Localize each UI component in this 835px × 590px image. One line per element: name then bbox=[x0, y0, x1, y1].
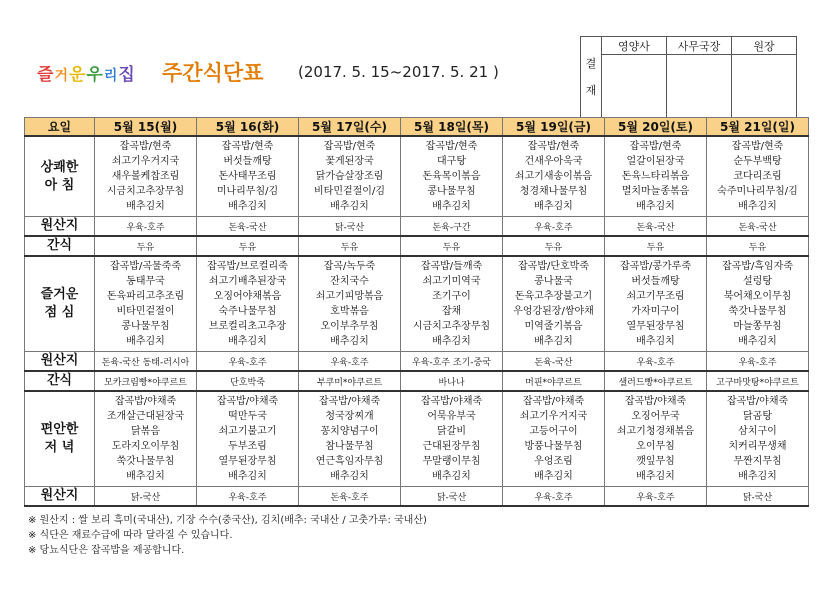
day-header: 5월 21일(일) bbox=[707, 118, 809, 137]
origin-cell: 돈육-국산 동태-러시아 bbox=[95, 352, 197, 372]
menu-item: 쇠고기청경채볶음 bbox=[616, 426, 695, 437]
menu-item: 잡곡밥/현죽 bbox=[323, 141, 376, 152]
menu-item: 열무된장무침 bbox=[218, 456, 277, 467]
menu-item: 배추김치 bbox=[126, 471, 165, 482]
day-header: 5월 15(월) bbox=[95, 118, 197, 137]
footnote: ※ 원산지 : 쌀 보리 흑미(국내산), 기장 수수(중국산), 김치(배추: 국내산 / 고춧가루: 국내산) bbox=[28, 515, 427, 526]
menu-item: 쇠고기배추된장국 bbox=[208, 276, 287, 287]
origin-cell: 돈육-구간 bbox=[401, 217, 503, 237]
menu-item: 우엉강된장/쌈야채 bbox=[513, 306, 594, 317]
day-header: 5월 17일(수) bbox=[299, 118, 401, 137]
origin-cell: 닭-국산 bbox=[95, 487, 197, 507]
menu-item: 콩나물국 bbox=[534, 276, 573, 287]
snack-cell: 두유 bbox=[605, 236, 707, 256]
menu-item: 배추김치 bbox=[738, 201, 777, 212]
menu-item: 배추김치 bbox=[534, 471, 573, 482]
footnote: ※ 식단은 재료수급에 따라 달라질 수 있습니다. bbox=[28, 530, 233, 541]
menu-item: 대구탕 bbox=[437, 156, 466, 167]
menu-item: 열무된장무침 bbox=[626, 321, 685, 332]
snack-cell: 샐러드빵*야쿠르트 bbox=[605, 371, 707, 391]
signature-cell-director bbox=[732, 55, 797, 118]
row-label bbox=[25, 256, 95, 352]
menu-item: 쇠고기새송이볶음 bbox=[514, 171, 593, 182]
menu-item: 배추김치 bbox=[432, 471, 471, 482]
menu-item: 고등어구이 bbox=[529, 426, 578, 437]
menu-item: 잡곡밥/현죽 bbox=[527, 141, 580, 152]
menu-item: 건새우아욱국 bbox=[524, 156, 583, 167]
menu-item: 잡곡밥/야채죽 bbox=[114, 396, 177, 407]
menu-item: 쇠고기피망볶음 bbox=[315, 291, 384, 302]
meal-cell bbox=[605, 136, 707, 217]
menu-item: 순두부백탕 bbox=[733, 156, 782, 167]
day-header: 5월 18일(목) bbox=[401, 118, 503, 137]
origin-cell: 닭-국산 bbox=[299, 217, 401, 237]
menu-item: 오징어무국 bbox=[631, 411, 680, 422]
menu-item: 브로컬리초고추장 bbox=[208, 321, 287, 332]
meal-cell bbox=[197, 256, 299, 352]
meal-cell bbox=[299, 256, 401, 352]
menu-item: 오이부추무침 bbox=[320, 321, 379, 332]
origin-cell: 닭-국산 bbox=[707, 487, 809, 507]
snack-cell: 부쿠미*야쿠르트 bbox=[299, 371, 401, 391]
menu-item: 닭곰탕 bbox=[743, 411, 772, 422]
menu-item: 배추김치 bbox=[330, 201, 369, 212]
meal-cell bbox=[95, 391, 197, 487]
row-label-line: 상쾌한 bbox=[40, 159, 79, 175]
approval-role-director: 원장 bbox=[732, 37, 797, 55]
menu-item: 설렁탕 bbox=[743, 276, 772, 287]
meal-cell bbox=[401, 391, 503, 487]
date-range: (2017. 5. 15~2017. 5. 21 ) bbox=[298, 63, 499, 81]
origin-cell: 우육-호주 bbox=[605, 352, 707, 372]
menu-item: 배추김치 bbox=[126, 201, 165, 212]
menu-item: 호박볶음 bbox=[330, 306, 369, 317]
row-label bbox=[25, 391, 95, 487]
row-label bbox=[25, 136, 95, 217]
approval-box bbox=[580, 36, 797, 118]
menu-item: 잡곡밥/야채죽 bbox=[726, 396, 789, 407]
meal-cell bbox=[503, 136, 605, 217]
meal-cell bbox=[605, 256, 707, 352]
menu-item: 잡곡밥/야채죽 bbox=[624, 396, 687, 407]
menu-item: 떡만두국 bbox=[228, 411, 267, 422]
menu-item: 비타민겉절이/김 bbox=[314, 186, 385, 197]
menu-item: 시금치고추장무침 bbox=[106, 186, 185, 197]
meal-cell bbox=[95, 136, 197, 217]
menu-item: 배추김치 bbox=[126, 336, 165, 347]
menu-item: 쑥갓나물무침 bbox=[728, 306, 787, 317]
logo-char: 즐 bbox=[37, 65, 55, 85]
menu-item: 미역줄기볶음 bbox=[524, 321, 583, 332]
snack-cell: 바나나 bbox=[401, 371, 503, 391]
origin-cell: 돈육-국산 bbox=[503, 352, 605, 372]
row-label: 원산지 bbox=[25, 487, 95, 507]
menu-item: 배추김치 bbox=[534, 201, 573, 212]
day-header: 5월 19일(금) bbox=[503, 118, 605, 137]
menu-item: 무짠지무침 bbox=[733, 456, 782, 467]
menu-item: 마늘쫑무침 bbox=[733, 321, 782, 332]
row-label-line: 아 침 bbox=[44, 177, 75, 193]
menu-item: 참나물무침 bbox=[325, 441, 374, 452]
menu-item: 배추김치 bbox=[432, 336, 471, 347]
snack-cell: 두유 bbox=[299, 236, 401, 256]
approval-label: 결 재 bbox=[581, 37, 602, 118]
menu-item: 배추김치 bbox=[636, 336, 675, 347]
menu-item: 잡곡밥/현죽 bbox=[731, 141, 784, 152]
menu-item: 치커리무생채 bbox=[728, 441, 787, 452]
menu-item: 잡곡밥/단호박죽 bbox=[518, 261, 589, 272]
snack-cell: 두유 bbox=[503, 236, 605, 256]
row-label-line: 점 심 bbox=[44, 305, 75, 320]
menu-item: 배추김치 bbox=[228, 336, 267, 347]
row-label: 간식 bbox=[25, 236, 95, 256]
menu-item: 쇠고기우거지국 bbox=[519, 411, 588, 422]
meal-cell bbox=[299, 136, 401, 217]
snack-cell: 두유 bbox=[197, 236, 299, 256]
menu-item: 배추김치 bbox=[636, 201, 675, 212]
meal-row bbox=[25, 391, 809, 487]
menu-item: 방풍나물무침 bbox=[524, 441, 583, 452]
meal-cell bbox=[503, 391, 605, 487]
menu-item: 배추김치 bbox=[534, 336, 573, 347]
menu-item: 잡채 bbox=[441, 306, 462, 317]
logo-char: 집 bbox=[118, 65, 136, 85]
weekly-menu-table bbox=[24, 117, 809, 507]
menu-item: 잡곡밥/현죽 bbox=[221, 141, 274, 152]
origin-row bbox=[25, 217, 809, 237]
menu-item: 배추김치 bbox=[228, 201, 267, 212]
menu-item: 잡곡밥/콩가루죽 bbox=[620, 261, 691, 272]
menu-item: 돈사태무조림 bbox=[218, 171, 277, 182]
origin-cell: 우육-호주 bbox=[503, 487, 605, 507]
menu-item: 비타민겉절이 bbox=[116, 306, 175, 317]
menu-item: 버섯들깨탕 bbox=[223, 156, 272, 167]
menu-item: 콩나물무침 bbox=[427, 186, 476, 197]
menu-item: 잡곡밥/현죽 bbox=[119, 141, 172, 152]
menu-item: 잡곡밥/흑임자죽 bbox=[722, 261, 793, 272]
menu-item: 잡곡밥/브로컬리죽 bbox=[207, 261, 288, 272]
menu-item: 잡곡밥/현죽 bbox=[425, 141, 478, 152]
origin-cell: 돈육-국산 bbox=[197, 217, 299, 237]
meal-cell bbox=[401, 136, 503, 217]
day-header: 5월 20일(토) bbox=[605, 118, 707, 137]
menu-item: 쇠고기우거지국 bbox=[111, 156, 180, 167]
row-label-line: 편안한 bbox=[40, 422, 79, 437]
origin-cell: 우육-호주 bbox=[197, 487, 299, 507]
row-label: 원산지 bbox=[25, 352, 95, 372]
menu-item: 청경채나물무침 bbox=[519, 186, 588, 197]
menu-item: 쑥갓나물무침 bbox=[116, 456, 175, 467]
day-header-label: 요일 bbox=[25, 118, 95, 137]
origin-cell: 닭-국산 bbox=[401, 487, 503, 507]
snack-cell: 두유 bbox=[401, 236, 503, 256]
menu-item: 새우볼케찹조림 bbox=[111, 171, 180, 182]
menu-item: 잡곡밥/야채죽 bbox=[420, 396, 483, 407]
row-label: 원산지 bbox=[25, 217, 95, 237]
menu-item: 우엉조림 bbox=[534, 456, 573, 467]
origin-cell: 우육-호주 조기-중국 bbox=[401, 352, 503, 372]
menu-item: 잡곡/녹두죽 bbox=[323, 261, 376, 272]
menu-item: 닭볶음 bbox=[131, 426, 160, 437]
snack-cell: 고구마맛탕*야쿠르트 bbox=[707, 371, 809, 391]
menu-item: 배추김치 bbox=[330, 336, 369, 347]
meal-cell bbox=[503, 256, 605, 352]
row-label-line: 저 녁 bbox=[44, 440, 75, 455]
origin-cell: 우육-호주 bbox=[503, 217, 605, 237]
menu-item: 쇠고기불고기 bbox=[218, 426, 277, 437]
menu-item: 잡곡밥/들깨죽 bbox=[420, 261, 483, 272]
meal-cell bbox=[95, 256, 197, 352]
logo bbox=[37, 60, 136, 85]
menu-item: 배추김치 bbox=[330, 471, 369, 482]
menu-item: 돈육느타리볶음 bbox=[621, 171, 690, 182]
meal-row bbox=[25, 256, 809, 352]
menu-item: 시금치고추장무침 bbox=[412, 321, 491, 332]
menu-item: 잔치국수 bbox=[330, 276, 369, 287]
origin-row bbox=[25, 487, 809, 507]
menu-item: 꽁치양념구이 bbox=[320, 426, 379, 437]
menu-item: 오징어야채볶음 bbox=[213, 291, 282, 302]
menu-item: 돈육목이볶음 bbox=[422, 171, 481, 182]
menu-item: 잡곡밥/야채죽 bbox=[522, 396, 585, 407]
menu-item: 북어채오이무침 bbox=[723, 291, 792, 302]
origin-cell: 우육-호주 bbox=[197, 352, 299, 372]
menu-item: 잡곡밥/현죽 bbox=[629, 141, 682, 152]
snack-cell: 단호박죽 bbox=[197, 371, 299, 391]
menu-item: 연근흑임자무침 bbox=[315, 456, 384, 467]
menu-item: 콩나물무침 bbox=[121, 321, 170, 332]
menu-item: 얼갈이된장국 bbox=[626, 156, 685, 167]
page-title: 주간식단표 bbox=[162, 61, 264, 85]
origin-cell: 우육-호주 bbox=[95, 217, 197, 237]
menu-item: 멸치마늘종볶음 bbox=[621, 186, 690, 197]
meal-cell bbox=[707, 256, 809, 352]
menu-item: 조개살근대된장국 bbox=[106, 411, 185, 422]
origin-cell: 우육-호주 bbox=[605, 487, 707, 507]
menu-item: 돈육파리고추조림 bbox=[106, 291, 185, 302]
meal-cell bbox=[707, 391, 809, 487]
menu-item: 청국장찌개 bbox=[325, 411, 374, 422]
menu-item: 배추김치 bbox=[228, 471, 267, 482]
menu-item: 근대된장무침 bbox=[422, 441, 481, 452]
snack-cell: 두유 bbox=[707, 236, 809, 256]
menu-item: 버섯들깨탕 bbox=[631, 276, 680, 287]
signature-cell-dietitian bbox=[602, 55, 667, 118]
origin-cell: 우육-호주 bbox=[299, 352, 401, 372]
menu-item: 삼치구이 bbox=[738, 426, 777, 437]
origin-cell: 돈육-호주 bbox=[299, 487, 401, 507]
snack-row bbox=[25, 236, 809, 256]
day-header: 5월 16(화) bbox=[197, 118, 299, 137]
menu-item: 두부조림 bbox=[228, 441, 267, 452]
logo-char: 우 bbox=[86, 65, 104, 85]
menu-item: 깻잎무침 bbox=[636, 456, 675, 467]
meal-cell bbox=[299, 391, 401, 487]
row-label: 간식 bbox=[25, 371, 95, 391]
signature-cell-office-manager bbox=[667, 55, 732, 118]
row-label-line: 즐거운 bbox=[40, 287, 79, 302]
logo-char: 거 bbox=[54, 68, 69, 84]
menu-item: 도라지오이무침 bbox=[111, 441, 180, 452]
menu-item: 닭갈비 bbox=[437, 426, 466, 437]
meal-cell bbox=[197, 391, 299, 487]
snack-cell: 모카크림빵*야쿠르트 bbox=[95, 371, 197, 391]
menu-item: 숙주미나리무침/김 bbox=[717, 186, 798, 197]
meal-row bbox=[25, 136, 809, 217]
menu-item: 동태무국 bbox=[126, 276, 165, 287]
menu-item: 오이무침 bbox=[636, 441, 675, 452]
menu-item: 배추김치 bbox=[636, 471, 675, 482]
origin-cell: 돈육-국산 bbox=[707, 217, 809, 237]
origin-cell: 우육-호주 bbox=[707, 352, 809, 372]
menu-item: 배추김치 bbox=[738, 336, 777, 347]
origin-cell: 돈육-국산 bbox=[605, 217, 707, 237]
logo-char: 운 bbox=[68, 65, 87, 85]
menu-item: 숙주나물무침 bbox=[218, 306, 277, 317]
menu-item: 코다리조림 bbox=[733, 171, 782, 182]
menu-item: 잡곡밥/야채죽 bbox=[216, 396, 279, 407]
meal-cell bbox=[605, 391, 707, 487]
menu-item: 배추김치 bbox=[738, 471, 777, 482]
menu-item: 가자미구이 bbox=[631, 306, 680, 317]
menu-item: 닭가슴살장조림 bbox=[315, 171, 384, 182]
meal-cell bbox=[401, 256, 503, 352]
snack-cell: 머핀*야쿠르트 bbox=[503, 371, 605, 391]
menu-item: 잡곡밥/곡물죽죽 bbox=[110, 261, 181, 272]
menu-item: 돈육고추장불고기 bbox=[514, 291, 593, 302]
approval-role-office-manager: 사무국장 bbox=[667, 37, 732, 55]
menu-item: 무말랭이무침 bbox=[422, 456, 481, 467]
menu-item: 쇠고기미역국 bbox=[422, 276, 481, 287]
footnotes bbox=[28, 513, 427, 558]
menu-item: 미나리무침/김 bbox=[216, 186, 279, 197]
menu-item: 꽃게된장국 bbox=[325, 156, 374, 167]
snack-row bbox=[25, 371, 809, 391]
menu-item: 잡곡밥/야채죽 bbox=[318, 396, 381, 407]
meal-cell bbox=[707, 136, 809, 217]
approval-role-dietitian: 영양사 bbox=[602, 37, 667, 55]
logo-char: 리 bbox=[103, 68, 119, 84]
menu-item: 쇠고기무조림 bbox=[626, 291, 685, 302]
menu-item: 조기구이 bbox=[432, 291, 471, 302]
origin-row bbox=[25, 352, 809, 372]
menu-item: 배추김치 bbox=[432, 201, 471, 212]
menu-item: 어묵유부국 bbox=[427, 411, 476, 422]
snack-cell: 두유 bbox=[95, 236, 197, 256]
footnote: ※ 당뇨식단은 잡곡밥을 제공합니다. bbox=[28, 545, 185, 556]
meal-cell bbox=[197, 136, 299, 217]
